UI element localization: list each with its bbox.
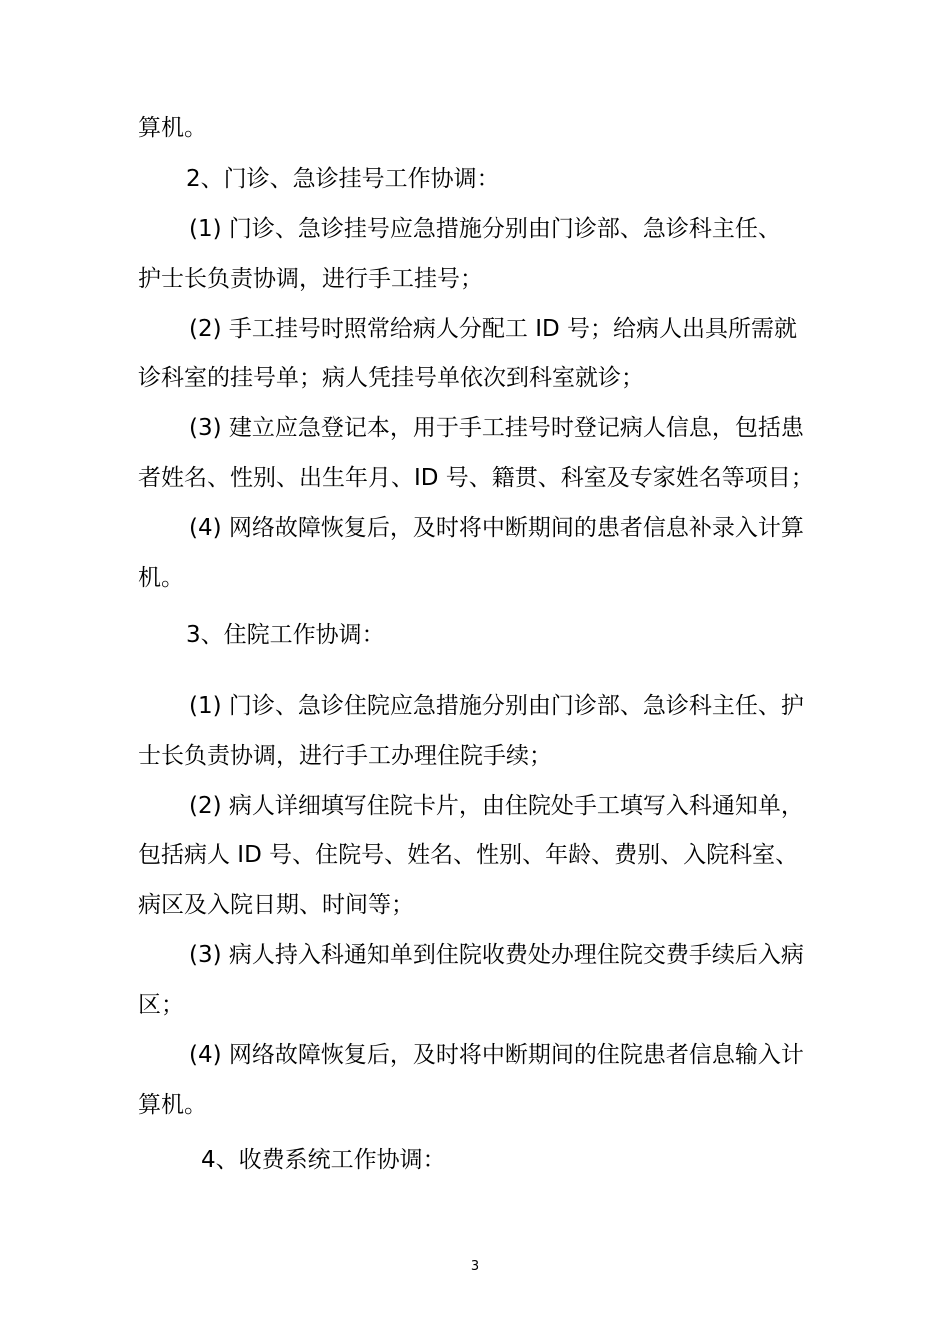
text-line: 护士长负责协调，进行手工挂号； bbox=[138, 266, 483, 292]
text-line: 者姓名、性别、出生年月、ID 号、籍贯、科室及专家姓名等项目； bbox=[138, 465, 814, 491]
list-item-start: (1) 门诊、急诊住院应急措施分别由门诊部、急诊科主任、护 bbox=[189, 693, 804, 719]
list-item-start: (4) 网络故障恢复后，及时将中断期间的患者信息补录入计算 bbox=[189, 515, 804, 541]
list-item-start: (3) 建立应急登记本，用于手工挂号时登记病人信息，包括患 bbox=[189, 415, 804, 441]
text-line: 算机。 bbox=[138, 115, 207, 141]
list-item-start: (1) 门诊、急诊挂号应急措施分别由门诊部、急诊科主任、 bbox=[189, 216, 781, 242]
list-item-start: (2) 病人详细填写住院卡片，由住院处手工填写入科通知单， bbox=[189, 793, 804, 819]
text-line: 士长负责协调，进行手工办理住院手续； bbox=[138, 743, 552, 769]
text-line: 机。 bbox=[138, 565, 184, 591]
text-line: 包括病人 ID 号、住院号、姓名、性别、年龄、费别、入院科室、 bbox=[138, 842, 799, 868]
section-heading-2: 2、门诊、急诊挂号工作协调： bbox=[186, 166, 500, 192]
text-line: 算机。 bbox=[138, 1092, 207, 1118]
text-line: 病区及入院日期、时间等； bbox=[138, 892, 414, 918]
section-heading-3: 3、住院工作协调： bbox=[186, 622, 385, 648]
text-line: 区； bbox=[138, 992, 184, 1018]
list-item-start: (2) 手工挂号时照常给病人分配工 ID 号；给病人出具所需就 bbox=[189, 316, 798, 342]
text-line: 诊科室的挂号单；病人凭挂号单依次到科室就诊； bbox=[138, 365, 644, 391]
section-heading-4: 4、收费系统工作协调： bbox=[201, 1147, 446, 1173]
list-item-start: (3) 病人持入科通知单到住院收费处办理住院交费手续后入病 bbox=[189, 942, 804, 968]
page-number: 3 bbox=[470, 1259, 480, 1274]
list-item-start: (4) 网络故障恢复后，及时将中断期间的住院患者信息输入计 bbox=[189, 1042, 804, 1068]
